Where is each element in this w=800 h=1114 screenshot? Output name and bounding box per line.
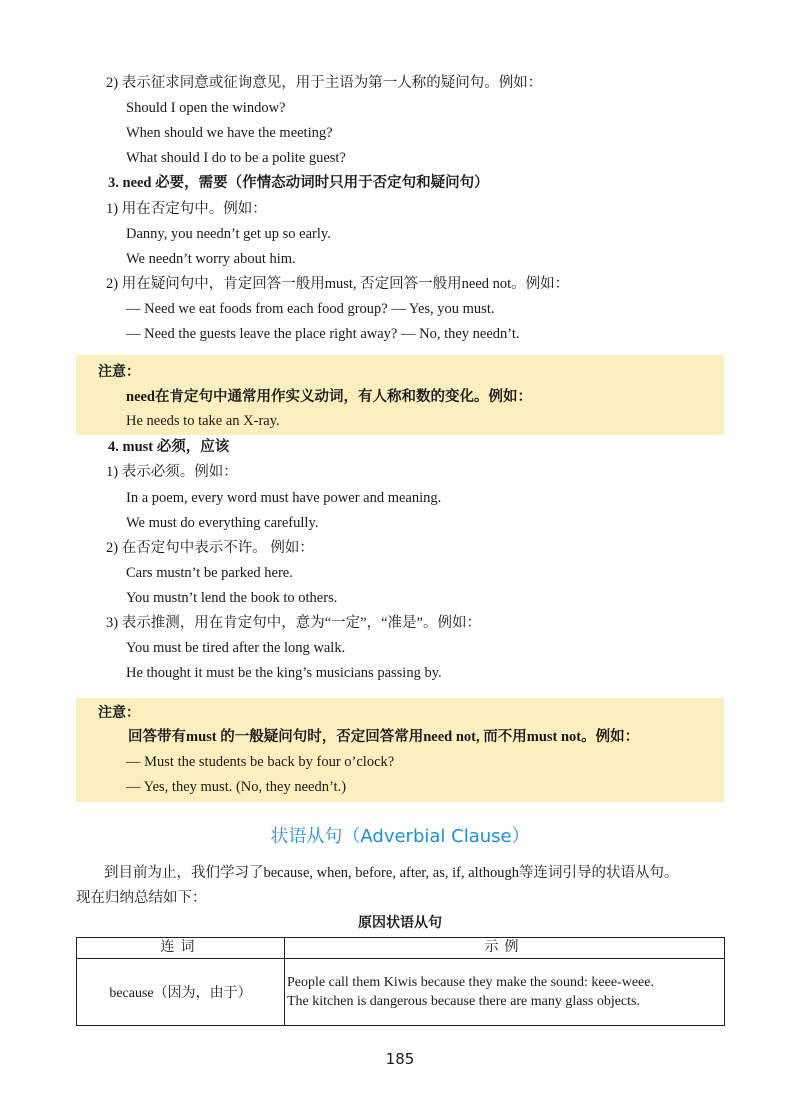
- text-line: 1) 表示必须。例如：: [106, 464, 238, 480]
- text-line: 1) 用在否定句中。例如：: [106, 201, 267, 217]
- table-header-row: [77, 938, 725, 959]
- note-example: He needs to take an X-ray.: [126, 413, 280, 429]
- text-line: 2) 在否定句中表示不许。 例如：: [106, 540, 314, 556]
- example-line: What should I do to be a polite guest?: [126, 150, 346, 166]
- conjunction-table: [76, 937, 725, 1026]
- example-line: — Need the guests leave the place right away? — No, they needn’t.: [126, 326, 520, 342]
- section-intro: 现在归纳总结如下：: [76, 890, 207, 906]
- table-cell-examples: [285, 959, 725, 1026]
- text-line: 2) 表示征求同意或征询意见，用于主语为第一人称的疑问句。例如：: [106, 75, 543, 91]
- note-text: need在肯定句中通常用作实义动词，有人称和数的变化。例如：: [126, 389, 532, 405]
- text-line: 3) 表示推测，用在肯定句中，意为“一定”，“准是”。例如：: [106, 615, 481, 631]
- section-intro: 到目前为止，我们学习了because, when, before, after, as, if, although等连词引导的状语从句。: [104, 865, 679, 881]
- example-line: You must be tired after the long walk.: [126, 640, 346, 656]
- example-line: When should we have the meeting?: [126, 125, 333, 141]
- example-line: Should I open the window?: [126, 100, 286, 116]
- note-box-need: [76, 355, 724, 435]
- table-header-cell: 连词: [77, 938, 285, 959]
- note-box-must: [76, 698, 724, 802]
- note-title: 注意：: [98, 364, 140, 380]
- example-line: Cars mustn’t be parked here.: [126, 565, 293, 581]
- note-example: — Must the students be back by four o’clock?: [126, 754, 395, 770]
- example-line: Danny, you needn’t get up so early.: [126, 226, 331, 242]
- table-example-line: People call them Kiwis because they make the sound: keee-weee.: [287, 975, 654, 990]
- table-row: [77, 959, 725, 1026]
- table-cell-conjunction: because（因为，由于）: [77, 959, 285, 1026]
- subheading-need: 3. need 必要，需要（作情态动词时只用于否定句和疑问句）: [108, 175, 489, 191]
- page-number: 185: [385, 1050, 415, 1068]
- example-line: He thought it must be the king’s musicians passing by.: [126, 665, 442, 681]
- text-line: 2) 用在疑问句中，肯定回答一般用must, 否定回答一般用need not。例如：: [106, 276, 570, 292]
- note-text: 回答带有must 的一般疑问句时，否定回答常用need not, 而不用must not。例如：: [128, 729, 640, 745]
- note-example: — Yes, they must. (No, they needn’t.): [126, 779, 347, 795]
- section-title: 状语从句（Adverbial Clause）: [270, 826, 530, 847]
- subheading-must: 4. must 必须，应该: [108, 439, 230, 455]
- example-line: You mustn’t lend the book to others.: [126, 590, 338, 606]
- example-line: In a poem, every word must have power and meaning.: [126, 490, 442, 506]
- table-title: 原因状语从句: [358, 915, 442, 931]
- table-header-cell: 示例: [285, 938, 725, 959]
- example-line: We needn’t worry about him.: [126, 251, 296, 267]
- example-line: We must do everything carefully.: [126, 515, 319, 531]
- note-title: 注意：: [98, 705, 140, 721]
- table-example-line: The kitchen is dangerous because there are many glass objects.: [287, 994, 640, 1009]
- example-line: — Need we eat foods from each food group? — Yes, you must.: [126, 301, 495, 317]
